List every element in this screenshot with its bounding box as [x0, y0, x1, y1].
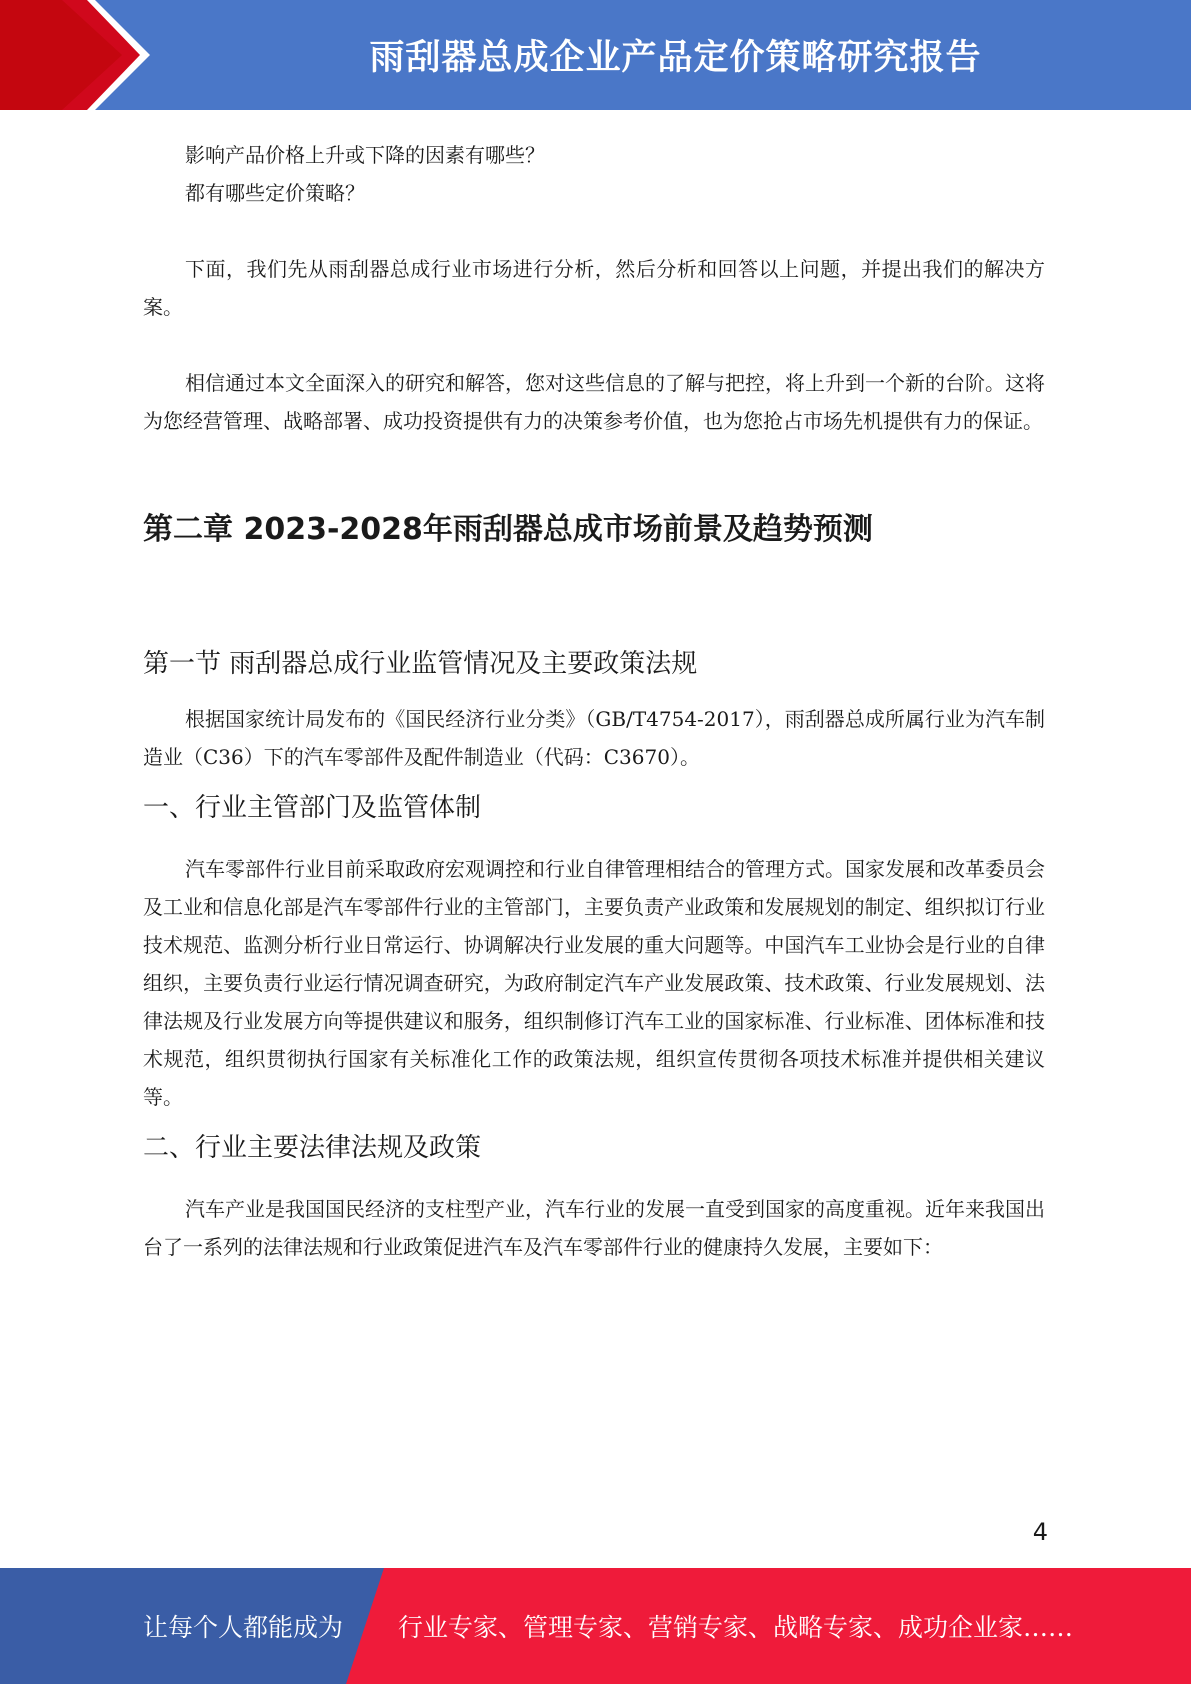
- paragraph-intro: 下面，我们先从雨刮器总成行业市场进行分析，然后分析和回答以上问题，并提出我们的解决方案。: [143, 257, 1045, 319]
- footer-slogan-right: 行业专家、管理专家、营销专家、战略专家、成功企业家……: [398, 1613, 1074, 1642]
- page-footer: [0, 1568, 1191, 1684]
- page-content: [143, 136, 1045, 1266]
- question-2: 都有哪些定价策略？: [185, 181, 365, 205]
- page-header: [0, 0, 1191, 110]
- section-title: 第一节 雨刮器总成行业监管情况及主要政策法规: [143, 649, 698, 679]
- question-1: 影响产品价格上升或下降的因素有哪些？: [185, 143, 545, 167]
- paragraph-policy: 汽车产业是我国国民经济的支柱型产业，汽车行业的发展一直受到国家的高度重视。近年来我国出台了一系列的法律法规和行业政策促进汽车及汽车零部件行业的健康持久发展，主要如下：: [143, 1197, 1045, 1259]
- chapter-title: 第二章 2023-2028年雨刮器总成市场前景及趋势预测: [143, 512, 873, 547]
- report-title: 雨刮器总成企业产品定价策略研究报告: [369, 38, 982, 78]
- page-number: 4: [1032, 1518, 1048, 1546]
- subsection-title-1: 一、行业主管部门及监管体制: [143, 793, 482, 823]
- footer-slogan-left: 让每个人都能成为: [143, 1613, 344, 1642]
- paragraph-classification: 根据国家统计局发布的《国民经济行业分类》（GB/T4754-2017），雨刮器总成所属行业为汽车制造业（C36）下的汽车零部件及配件制造业（代码：C3670）。: [143, 707, 1045, 769]
- paragraph-regulation: 汽车零部件行业目前采取政府宏观调控和行业自律管理相结合的管理方式。国家发展和改革委员会及工业和信息化部是汽车零部件行业的主管部门，主要负责产业政策和发展规划的制定、组织拟订行业技术规范、监测分析行业日常运行、协调解决行业发展的重大问题等。中国汽车工业协会是行业的自律组织，主要负责行业运行情况调查研究，为政府制定汽车产业发展政策、技术政策、行业发展规划、法律法规及行业发展方向等提供建议和服务，组织制修订汽车工业的国家标准、行业标准、团体标准和技术规范，组织贯彻执行国家有关标准化工作的政策法规，组织宣传贯彻各项技术标准并提供相关建议等。: [143, 857, 1045, 1109]
- paragraph-value: 相信通过本文全面深入的研究和解答，您对这些信息的了解与把控，将上升到一个新的台阶。这将为您经营管理、战略部署、成功投资提供有力的决策参考价值，也为您抢占市场先机提供有力的保证。: [143, 371, 1045, 433]
- subsection-title-2: 二、行业主要法律法规及政策: [143, 1133, 482, 1163]
